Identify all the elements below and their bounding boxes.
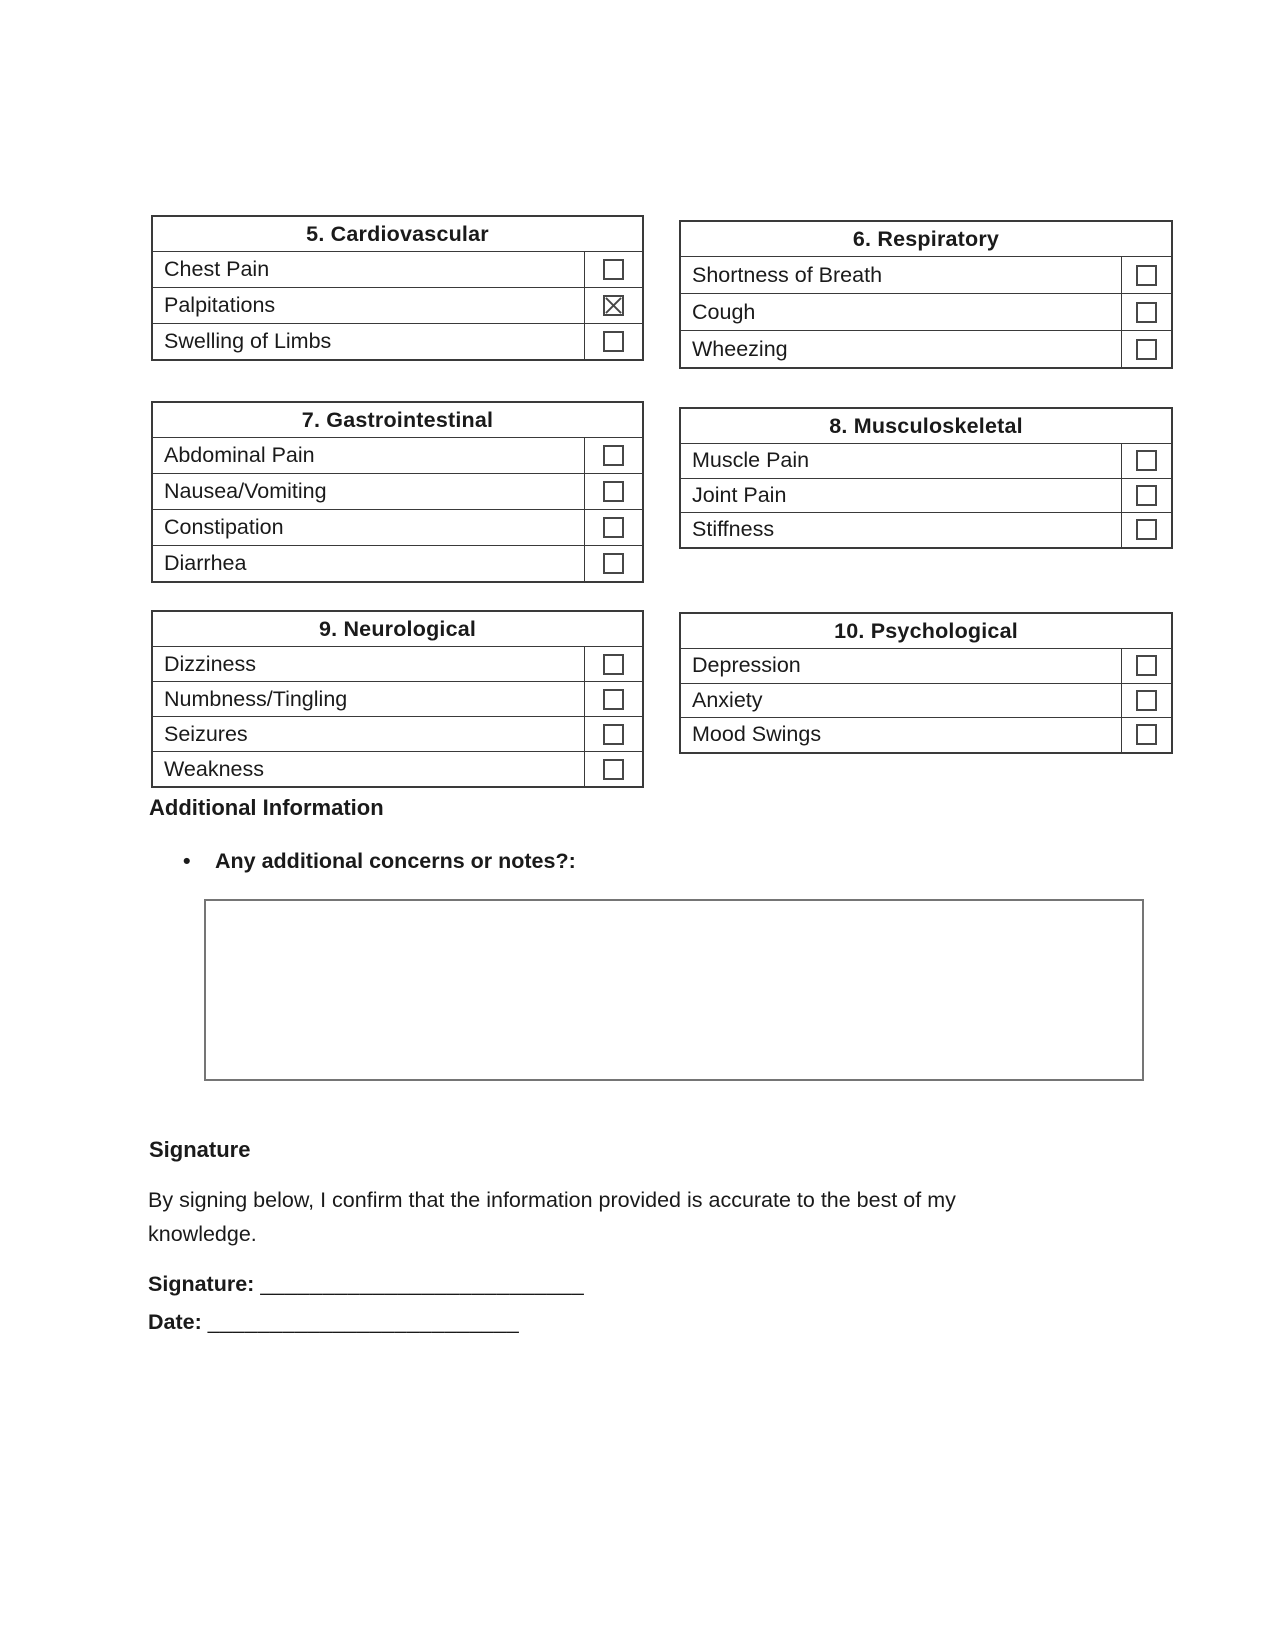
symptom-checkbox-cell[interactable] [584, 252, 642, 287]
symptom-row [153, 751, 642, 786]
signature-label: Signature: [148, 1272, 255, 1296]
symptom-label: Swelling of Limbs [164, 329, 332, 353]
symptom-label: Seizures [164, 721, 248, 746]
symptom-checkbox-cell[interactable] [584, 546, 642, 581]
checkbox-unchecked-icon[interactable] [1136, 485, 1157, 506]
symptom-row [681, 648, 1171, 683]
checkbox-unchecked-icon[interactable] [1136, 519, 1157, 540]
additional-information-heading: Additional Information [149, 795, 384, 820]
checkbox-unchecked-icon[interactable] [603, 553, 624, 574]
symptom-row [153, 681, 642, 716]
symptom-label: Stiffness [692, 517, 775, 542]
checkbox-unchecked-icon[interactable] [603, 759, 624, 780]
symptom-row [153, 545, 642, 581]
symptom-table-cardiovascular [151, 215, 644, 361]
checkbox-unchecked-icon[interactable] [1136, 690, 1157, 711]
symptom-table-neurological [151, 610, 644, 788]
checkbox-unchecked-icon[interactable] [603, 331, 624, 352]
checkbox-unchecked-icon[interactable] [603, 654, 624, 675]
symptom-label: Muscle Pain [692, 448, 810, 473]
symptom-checkbox-cell[interactable] [584, 474, 642, 509]
symptom-checkbox-cell[interactable] [1121, 294, 1171, 330]
symptom-checkbox-cell[interactable] [584, 510, 642, 545]
symptom-checkbox-cell[interactable] [1121, 479, 1171, 513]
date-blank: _________________________ [207, 1310, 520, 1334]
symptom-row [681, 683, 1171, 718]
symptom-row [681, 717, 1171, 752]
symptom-table-psychological [679, 612, 1173, 754]
checkbox-unchecked-icon[interactable] [603, 517, 624, 538]
symptom-label: Cough [692, 299, 756, 324]
symptom-table-title: 6. Respiratory [852, 226, 1000, 251]
symptom-row [153, 509, 642, 545]
symptom-label: Palpitations [164, 293, 276, 317]
symptom-table-title: 9. Neurological [318, 616, 477, 641]
symptom-table-title: 10. Psychological [834, 618, 1018, 643]
signature-line [148, 1272, 584, 1297]
checkbox-unchecked-icon[interactable] [1136, 339, 1157, 360]
checkbox-unchecked-icon[interactable] [1136, 450, 1157, 471]
signature-heading: Signature [149, 1137, 251, 1162]
symptom-label: Depression [692, 653, 801, 678]
symptom-row [153, 437, 642, 473]
checkbox-unchecked-icon[interactable] [1136, 724, 1157, 745]
symptom-row [153, 716, 642, 751]
symptom-label: Joint Pain [692, 482, 787, 507]
bullet-icon: • [183, 849, 191, 873]
symptom-row [681, 478, 1171, 513]
checkbox-unchecked-icon[interactable] [1136, 655, 1157, 676]
signature-blank: __________________________ [260, 1272, 585, 1296]
symptom-checkbox-cell[interactable] [584, 324, 642, 359]
checkbox-unchecked-icon[interactable] [603, 445, 624, 466]
symptom-row [681, 330, 1171, 367]
checkbox-checked-icon[interactable] [603, 295, 624, 316]
symptom-label: Nausea/Vomiting [164, 479, 327, 503]
date-line [148, 1310, 519, 1335]
symptom-checkbox-cell[interactable] [584, 752, 642, 786]
symptom-label: Numbness/Tingling [164, 686, 348, 711]
symptom-label: Diarrhea [164, 551, 247, 575]
symptom-label: Mood Swings [692, 722, 822, 747]
symptom-label: Chest Pain [164, 257, 270, 281]
symptom-row [681, 443, 1171, 478]
symptom-table-title: 5. Cardiovascular [306, 221, 489, 246]
symptom-checkbox-cell[interactable] [584, 647, 642, 681]
symptom-table-title: 7. Gastrointestinal [301, 407, 494, 432]
symptom-table-musculoskeletal [679, 407, 1173, 549]
checkbox-unchecked-icon[interactable] [1136, 302, 1157, 323]
symptom-checkbox-cell[interactable] [1121, 649, 1171, 683]
notes-textarea[interactable] [204, 899, 1144, 1081]
symptom-row [153, 646, 642, 681]
symptom-checkbox-cell[interactable] [1121, 257, 1171, 293]
symptom-checkbox-cell[interactable] [1121, 684, 1171, 718]
symptom-checkbox-cell[interactable] [1121, 444, 1171, 478]
date-label: Date: [148, 1310, 202, 1334]
symptom-label: Weakness [164, 756, 264, 781]
notes-bullet-item [183, 849, 576, 874]
symptom-row [681, 293, 1171, 330]
symptom-checkbox-cell[interactable] [584, 288, 642, 323]
symptom-label: Dizziness [164, 651, 256, 676]
symptom-row [153, 251, 642, 287]
symptom-row [153, 323, 642, 359]
symptom-checkbox-cell[interactable] [1121, 718, 1171, 752]
symptom-checkbox-cell[interactable] [1121, 331, 1171, 367]
symptom-label: Wheezing [692, 336, 788, 361]
checkbox-unchecked-icon[interactable] [1136, 265, 1157, 286]
symptom-label: Abdominal Pain [164, 443, 315, 467]
symptom-row [681, 256, 1171, 293]
checkbox-unchecked-icon[interactable] [603, 689, 624, 710]
symptom-table-respiratory [679, 220, 1173, 369]
symptom-checkbox-cell[interactable] [1121, 513, 1171, 547]
signature-statement: By signing below, I confirm that the information provided is accurate to the best of my knowledge. [148, 1188, 956, 1246]
symptom-table-title: 8. Musculoskeletal [829, 413, 1023, 438]
symptom-label: Constipation [164, 515, 284, 539]
checkbox-unchecked-icon[interactable] [603, 481, 624, 502]
notes-question-label: Any additional concerns or notes?: [215, 849, 576, 873]
symptom-checkbox-cell[interactable] [584, 438, 642, 473]
symptom-checkbox-cell[interactable] [584, 717, 642, 751]
checkbox-unchecked-icon[interactable] [603, 259, 624, 280]
symptom-label: Anxiety [692, 687, 763, 712]
symptom-row [153, 287, 642, 323]
symptom-row [681, 512, 1171, 547]
symptom-checkbox-cell[interactable] [584, 682, 642, 716]
symptom-row [153, 473, 642, 509]
symptom-table-gastrointestinal [151, 401, 644, 583]
checkbox-unchecked-icon[interactable] [603, 724, 624, 745]
symptom-label: Shortness of Breath [692, 262, 883, 287]
